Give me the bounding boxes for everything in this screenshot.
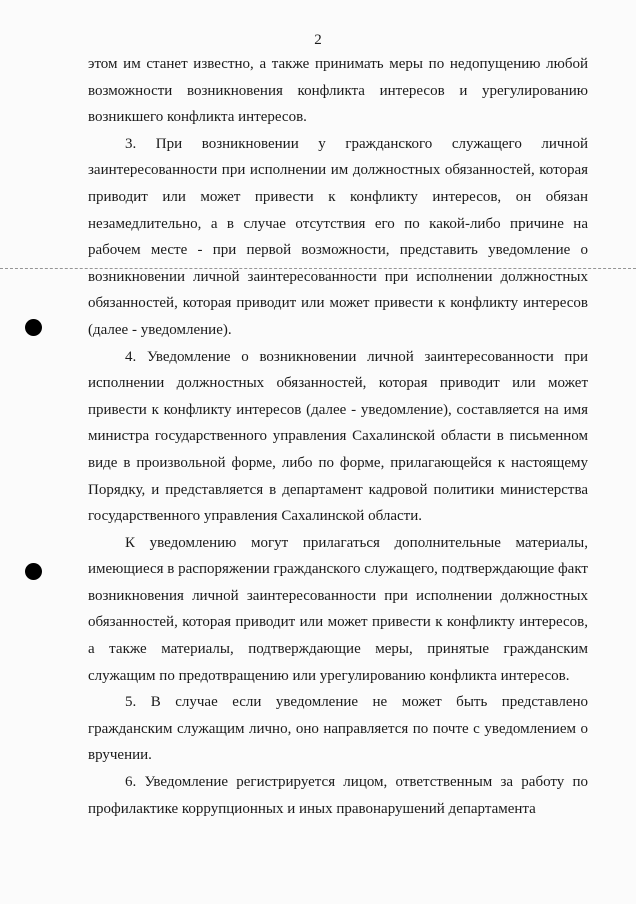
paragraph-item-4: 4. Уведомление о возникновении личной заинтересованности при исполнении должностных обязанностей, которая приводит или может привести к конфликту интересов (далее - уведомление), составляется на имя министра государственного управления Сахалинской области в письменном виде в произвольной форме, либо по форме, прилагающейся к настоящему Порядку, и представляется в департамент кадровой политики министерства государственного управления Сахалинской области. bbox=[88, 348, 588, 525]
paragraph-item-6: 6. Уведомление регистрируется лицом, ответственным за работу по профилактике коррупционных и иных правонарушений департамента bbox=[88, 774, 588, 817]
paragraph-item-3: 3. При возникновении у гражданского служащего личной заинтересованности при исполнении им должностных обязанностей, которая приводит или может привести к конфликту интересов, он обязан незамедлительно, а в случае отсутствия его по какой-либо причине на рабочем месте - при первой возможности, представить уведомление о возникновении личной заинтересованности при исполнении должностных обязанностей, которая приводит или может привести к конфликту интересов (далее - уведомление). bbox=[88, 135, 588, 338]
page-number: 2 bbox=[314, 32, 322, 48]
paragraph-item-5: 5. В случае если уведомление не может быть представлено гражданским служащим лично, оно направляется по почте с уведомлением о вручении. bbox=[88, 694, 588, 764]
punch-hole-top bbox=[25, 319, 42, 336]
document-body bbox=[88, 51, 588, 822]
punch-hole-bottom bbox=[25, 563, 42, 580]
paragraph-continuation: этом им станет известно, а также принимать меры по недопущению любой возможности возникновения конфликта интересов и урегулированию возникшего конфликта интересов. bbox=[88, 56, 588, 126]
paragraph-attachments: К уведомлению могут прилагаться дополнительные материалы, имеющиеся в распоряжении гражданского служащего, подтверждающие факт возникновения личной заинтересованности при исполнении должностных обязанностей, которая приводит или может привести к конфликту интересов, а также материалы, подтверждающие меры, принятые гражданским служащим по предотвращению или урегулированию конфликта интересов. bbox=[88, 534, 588, 684]
